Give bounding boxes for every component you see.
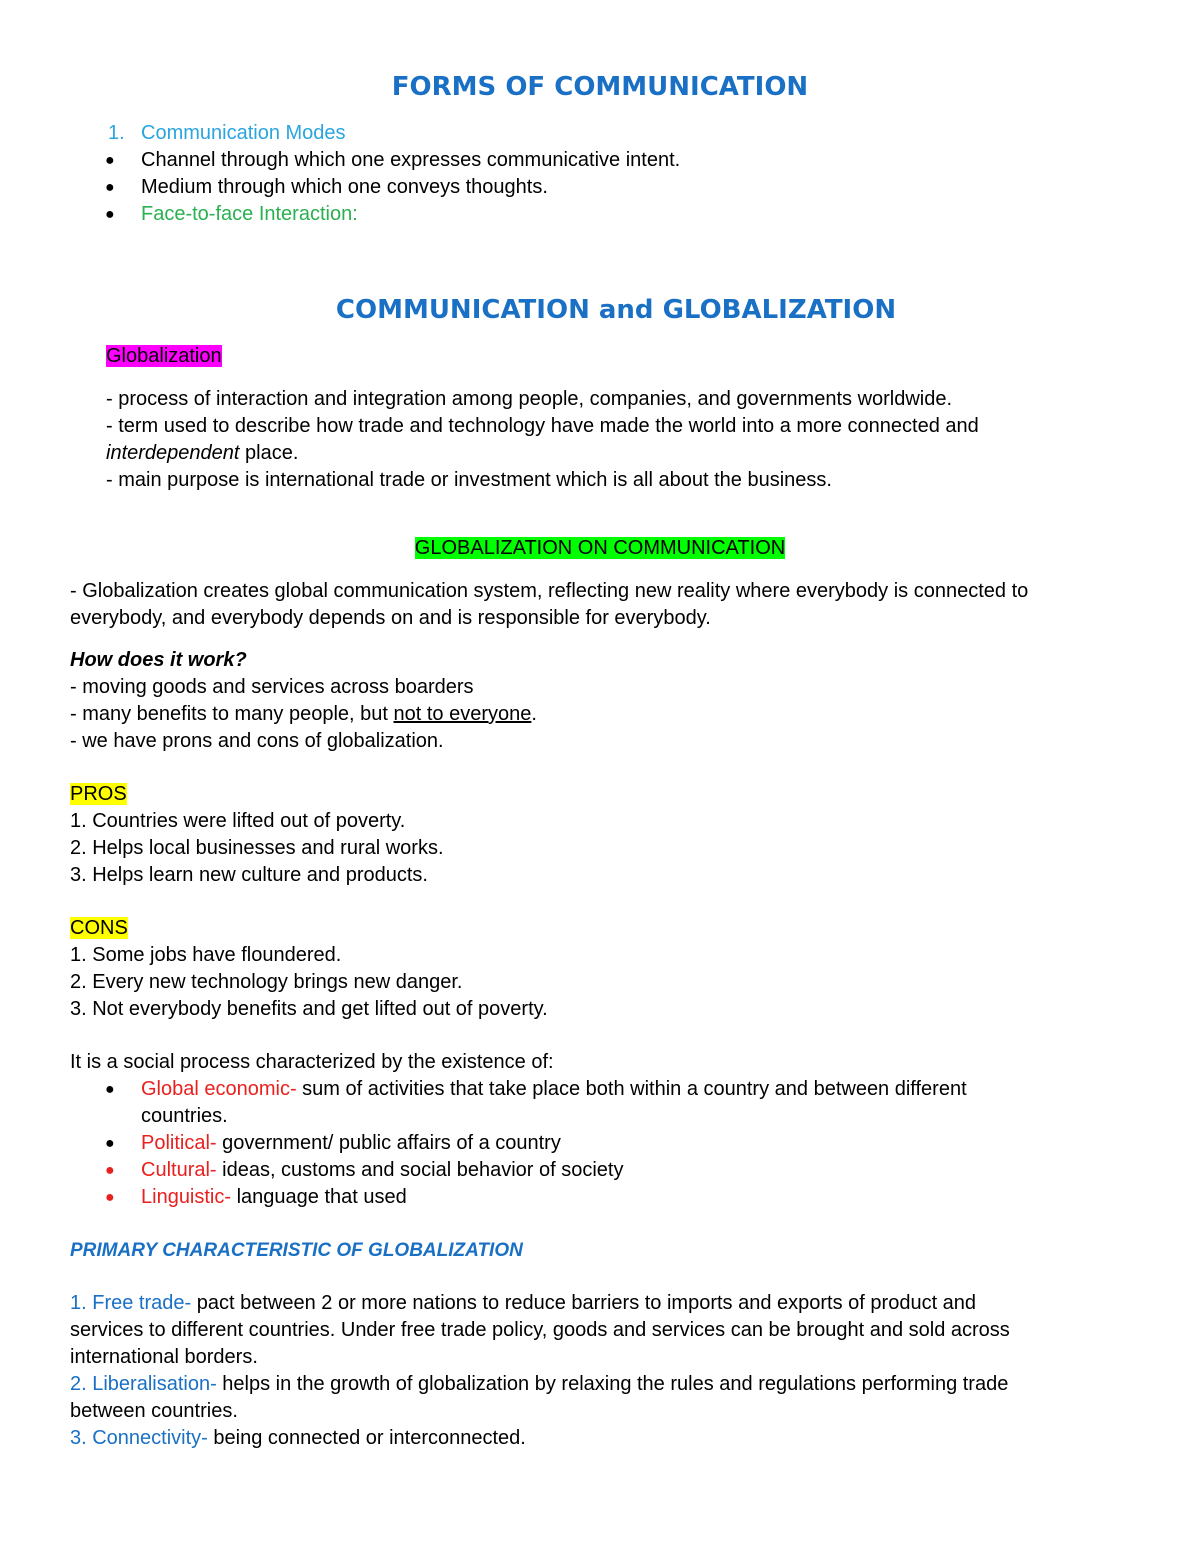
social-intro: It is a social process characterized by the existence of: — [70, 1051, 554, 1073]
char-item-liberalisation — [70, 1371, 1008, 1398]
free-trade-line-3: international borders. — [70, 1346, 258, 1368]
free-trade-line-1: pact between 2 or more nations to reduce barriers to imports and exports of product and — [191, 1292, 977, 1314]
numbered-item-number: 1. — [108, 122, 125, 144]
term-liberalisation: 2. Liberalisation- — [70, 1373, 217, 1395]
term-connectivity: 3. Connectivity- — [70, 1427, 208, 1449]
term-linguistic: Linguistic- — [141, 1186, 232, 1208]
how-line-2-pre: - many benefits to many people, but — [70, 703, 394, 725]
title-forms-of-communication: FORMS OF COMMUNICATION — [391, 72, 809, 102]
definition-line-1: - process of interaction and integration among people, companies, and governments worldwide. — [106, 388, 953, 410]
term-free-trade: 1. Free trade- — [70, 1292, 192, 1314]
how-line-2-post: . — [531, 703, 537, 725]
not-to-everyone-underline: not to everyone — [393, 703, 532, 725]
title-primary-characteristic: PRIMARY CHARACTERISTIC OF GLOBALIZATION — [70, 1240, 523, 1261]
how-heading: How does it work? — [70, 649, 247, 671]
goc-line-2: everybody, and everybody depends on and is responsible for everybody. — [70, 607, 711, 629]
liberalisation-line-1: helps in the growth of globalization by relaxing the rules and regulations performing trade — [216, 1373, 1009, 1395]
cons-item-2: 2. Every new technology brings new danger. — [70, 971, 463, 993]
pros-item-1: 1. Countries were lifted out of poverty. — [70, 810, 406, 832]
goc-line-1: - Globalization creates global communication system, reflecting new reality where everybody is connected to — [70, 580, 1029, 602]
bullet-dot: ● — [105, 1189, 115, 1206]
term-cultural: Cultural- — [141, 1159, 217, 1181]
desc-linguistic: language that used — [231, 1186, 407, 1208]
char-item-free-trade — [70, 1290, 976, 1317]
pros-item-2: 2. Helps local businesses and rural works. — [70, 837, 444, 859]
bullet-medium: Medium through which one conveys thoughts. — [141, 176, 548, 198]
social-item-cultural — [141, 1157, 623, 1184]
desc-political: government/ public affairs of a country — [216, 1132, 561, 1154]
title-communication-and-globalization: COMMUNICATION and GLOBALIZATION — [335, 295, 897, 325]
connectivity-line-1: being connected or interconnected. — [207, 1427, 526, 1449]
goc-highlight: GLOBALIZATION ON COMMUNICATION — [414, 537, 786, 559]
social-item-political — [141, 1130, 561, 1157]
definition-line-4: - main purpose is international trade or investment which is all about the business. — [106, 469, 832, 491]
goc-label — [0, 535, 1200, 562]
definition-line-2: - term used to describe how trade and technology have made the world into a more connected and — [106, 415, 979, 437]
pros-label — [70, 781, 127, 808]
free-trade-line-2: services to different countries. Under free trade policy, goods and services can be brought and sold across — [70, 1319, 1010, 1341]
bullet-dot: ● — [105, 1162, 115, 1179]
how-line-2 — [70, 701, 537, 728]
social-item-global-economic — [141, 1076, 967, 1103]
how-line-1: - moving goods and services across boarders — [70, 676, 474, 698]
liberalisation-line-2: between countries. — [70, 1400, 238, 1422]
bullet-channel: Channel through which one expresses communicative intent. — [141, 149, 681, 171]
desc-cultural: ideas, customs and social behavior of society — [216, 1159, 624, 1181]
desc-global-economic: sum of activities that take place both within a country and between different — [296, 1078, 967, 1100]
cons-label — [70, 915, 128, 942]
bullet-dot: ● — [105, 206, 115, 223]
term-political: Political- — [141, 1132, 217, 1154]
social-item-linguistic — [141, 1184, 407, 1211]
cons-item-1: 1. Some jobs have floundered. — [70, 944, 342, 966]
numbered-item-communication-modes: Communication Modes — [141, 122, 346, 144]
globalization-label — [106, 343, 222, 370]
pros-highlight: PROS — [70, 783, 127, 805]
bullet-dot: ● — [105, 179, 115, 196]
cons-highlight: CONS — [70, 917, 128, 939]
interdependent-italic: interdependent — [106, 442, 240, 464]
char-item-connectivity — [70, 1425, 526, 1452]
definition-line-3 — [106, 440, 298, 467]
bullet-dot: ● — [105, 1081, 115, 1098]
bullet-face-to-face: Face-to-face Interaction: — [141, 203, 358, 225]
definition-line-3-rest: place. — [239, 442, 299, 464]
social-item-global-economic-cont: countries. — [141, 1105, 228, 1127]
pros-item-3: 3. Helps learn new culture and products. — [70, 864, 428, 886]
term-global-economic: Global economic- — [141, 1078, 297, 1100]
globalization-highlight: Globalization — [106, 345, 222, 367]
bullet-dot: ● — [105, 1135, 115, 1152]
cons-item-3: 3. Not everybody benefits and get lifted out of poverty. — [70, 998, 548, 1020]
how-line-3: - we have prons and cons of globalization. — [70, 730, 444, 752]
bullet-dot: ● — [105, 152, 115, 169]
